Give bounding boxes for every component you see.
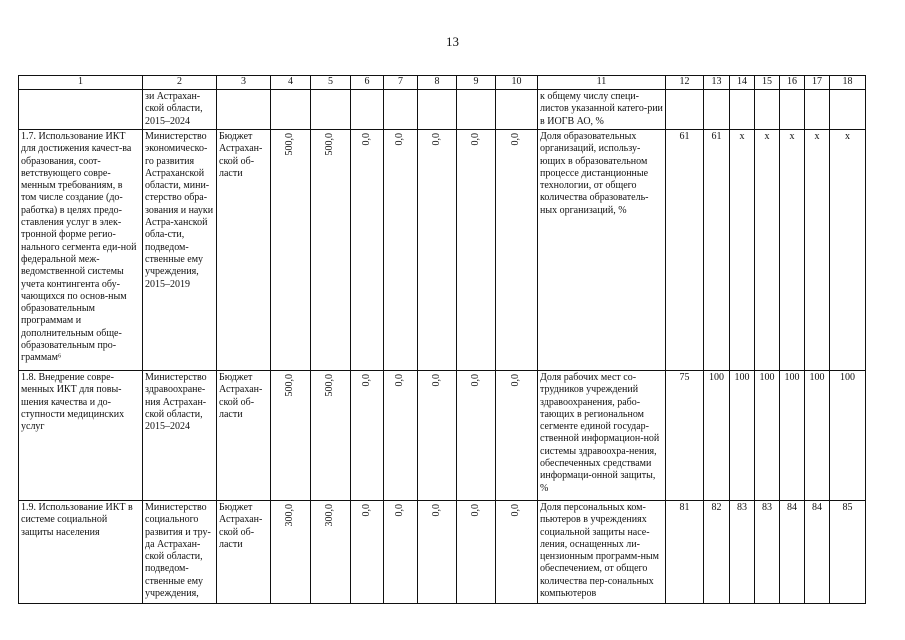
col-header-14: 14 [730, 76, 755, 90]
col-header-4: 4 [271, 76, 311, 90]
amount-year-5: 0,0 [469, 374, 481, 387]
cell-year-5 [457, 130, 496, 371]
cell-ind-7: 100 [830, 371, 866, 501]
col-header-9: 9 [457, 76, 496, 90]
cell-year-3 [384, 501, 418, 604]
cell-year-2 [351, 90, 384, 130]
amount-year-6: 0,0 [510, 504, 522, 517]
table-row [19, 501, 866, 604]
cell-ind-5: 84 [780, 501, 805, 604]
cell-year-1 [311, 130, 351, 371]
amount-year-3: 0,0 [394, 504, 406, 517]
cell-source: Бюджет Астрахан-ской об-ласти [217, 501, 271, 604]
amount-total: 500,0 [284, 374, 296, 397]
cell-year-3 [384, 90, 418, 130]
cell-year-5 [457, 371, 496, 501]
col-header-10: 10 [496, 76, 538, 90]
cell-executor: Министерство социального развития и тру-да Астрахан-ской области, подведом-ственные ему учреждения, [143, 501, 217, 604]
col-header-5: 5 [311, 76, 351, 90]
page-number: 13 [446, 34, 459, 49]
cell-ind-6: 100 [805, 371, 830, 501]
cell-total [271, 501, 311, 604]
cell-year-4 [418, 371, 457, 501]
cell-ind-2: 82 [704, 501, 730, 604]
cell-indicator: Доля рабочих мест со-трудников учреждений здравоохранения, рабо-тающих в региональном сегменте единой государ-ственной информацион-ной системы здравоохра-нения, обеспеченных средствами информаци-онной защиты, % [538, 371, 666, 501]
col-header-7: 7 [384, 76, 418, 90]
amount-year-2: 0,0 [360, 133, 372, 146]
cell-year-6 [496, 90, 538, 130]
col-header-6: 6 [351, 76, 384, 90]
cell-ind-6: x [805, 130, 830, 371]
amount-year-5: 0,0 [469, 504, 481, 517]
cell-ind-4: 100 [755, 371, 780, 501]
cell-ind-2: 61 [704, 130, 730, 371]
cell-year-5 [457, 501, 496, 604]
cell-executor: зи Астрахан-ской области, 2015–2024 [143, 90, 217, 130]
cell-ind-2 [704, 90, 730, 130]
amount-year-6: 0,0 [510, 133, 522, 146]
cell-executor: Министерство здравоохране-ния Астрахан-ской области, 2015–2024 [143, 371, 217, 501]
column-number-row [19, 76, 866, 90]
amount-year-3: 0,0 [394, 374, 406, 387]
col-header-15: 15 [755, 76, 780, 90]
cell-ind-5 [780, 90, 805, 130]
amount-year-6: 0,0 [510, 374, 522, 387]
cell-executor: Министерство экономическо-го развития Астраханской области, мини-стерство обра-зования и науки Астра-ханской обла-сти, подведом-ственные ему учреждения, 2015–2019 [143, 130, 217, 371]
cell-ind-7 [830, 90, 866, 130]
amount-year-4: 0,0 [430, 374, 442, 387]
cell-measure: 1.8. Внедрение совре-менных ИКТ для повы-шения качества и до-ступности медицинских услуг [19, 371, 143, 501]
cell-ind-7: 85 [830, 501, 866, 604]
amount-year-3: 0,0 [394, 133, 406, 146]
col-header-13: 13 [704, 76, 730, 90]
cell-year-6 [496, 130, 538, 371]
cell-year-1 [311, 90, 351, 130]
cell-indicator: Доля образовательных организаций, использу-ющих в образовательном процессе дистанционные технологии, от общего количества образователь-ных организаций, % [538, 130, 666, 371]
cell-year-4 [418, 90, 457, 130]
cell-year-2 [351, 371, 384, 501]
cell-year-5 [457, 90, 496, 130]
col-header-3: 3 [217, 76, 271, 90]
cell-ind-4: x [755, 130, 780, 371]
cell-year-4 [418, 501, 457, 604]
amount-year-1: 500,0 [324, 133, 336, 156]
amount-year-4: 0,0 [430, 133, 442, 146]
col-header-12: 12 [666, 76, 704, 90]
cell-year-2 [351, 501, 384, 604]
cell-measure: 1.9. Использование ИКТ в системе социальной защиты населения [19, 501, 143, 604]
cell-total [271, 371, 311, 501]
program-table [18, 75, 866, 604]
col-header-2: 2 [143, 76, 217, 90]
amount-year-1: 300,0 [324, 504, 336, 527]
cell-year-6 [496, 371, 538, 501]
cell-year-1 [311, 371, 351, 501]
cell-year-2 [351, 130, 384, 371]
cell-ind-6: 84 [805, 501, 830, 604]
table-row [19, 90, 866, 130]
cell-ind-6 [805, 90, 830, 130]
col-header-17: 17 [805, 76, 830, 90]
col-header-16: 16 [780, 76, 805, 90]
cell-ind-4 [755, 90, 780, 130]
amount-year-2: 0,0 [360, 504, 372, 517]
amount-total: 300,0 [284, 504, 296, 527]
cell-ind-3: 83 [730, 501, 755, 604]
cell-ind-2: 100 [704, 371, 730, 501]
cell-ind-4: 83 [755, 501, 780, 604]
cell-year-1 [311, 501, 351, 604]
cell-ind-3 [730, 90, 755, 130]
table-row [19, 130, 866, 371]
cell-source: Бюджет Астрахан-ской об-ласти [217, 371, 271, 501]
cell-measure [19, 90, 143, 130]
col-header-8: 8 [418, 76, 457, 90]
col-header-18: 18 [830, 76, 866, 90]
cell-ind-1 [666, 90, 704, 130]
amount-year-5: 0,0 [469, 133, 481, 146]
cell-total [271, 90, 311, 130]
cell-ind-1: 61 [666, 130, 704, 371]
cell-year-6 [496, 501, 538, 604]
cell-year-3 [384, 371, 418, 501]
col-header-1: 1 [19, 76, 143, 90]
amount-year-2: 0,0 [360, 374, 372, 387]
cell-year-4 [418, 130, 457, 371]
cell-ind-7: x [830, 130, 866, 371]
cell-ind-3: x [730, 130, 755, 371]
cell-total [271, 130, 311, 371]
cell-ind-3: 100 [730, 371, 755, 501]
cell-ind-5: 100 [780, 371, 805, 501]
cell-source: Бюджет Астрахан-ской об-ласти [217, 130, 271, 371]
col-header-11: 11 [538, 76, 666, 90]
cell-ind-1: 81 [666, 501, 704, 604]
cell-measure: 1.7. Использование ИКТ для достижения качест-ва образования, соот-ветствующего совре-менным требованиям, в том числе создание (до-работка) в целях предо-ставления услуг в элек-тронной форме регио-нального сегмента еди-ной федеральной меж-ведомственной системы учета контингента обу-чающихся по основ-ным образовательным программам и дополнительным обще-образовательным про-граммам⁶ [19, 130, 143, 371]
amount-total: 500,0 [284, 133, 296, 156]
cell-source [217, 90, 271, 130]
cell-indicator: Доля персональных ком-пьютеров в учреждениях социальной защиты насе-ления, оснащенных ли-цензионным программ-ным обеспечением, от общего количества пер-сональных компьютеров [538, 501, 666, 604]
table-row [19, 371, 866, 501]
amount-year-1: 500,0 [324, 374, 336, 397]
cell-indicator: к общему числу специ-листов указанной катего-рии в ИОГВ АО, % [538, 90, 666, 130]
cell-year-3 [384, 130, 418, 371]
cell-ind-5: x [780, 130, 805, 371]
cell-ind-1: 75 [666, 371, 704, 501]
amount-year-4: 0,0 [430, 504, 442, 517]
